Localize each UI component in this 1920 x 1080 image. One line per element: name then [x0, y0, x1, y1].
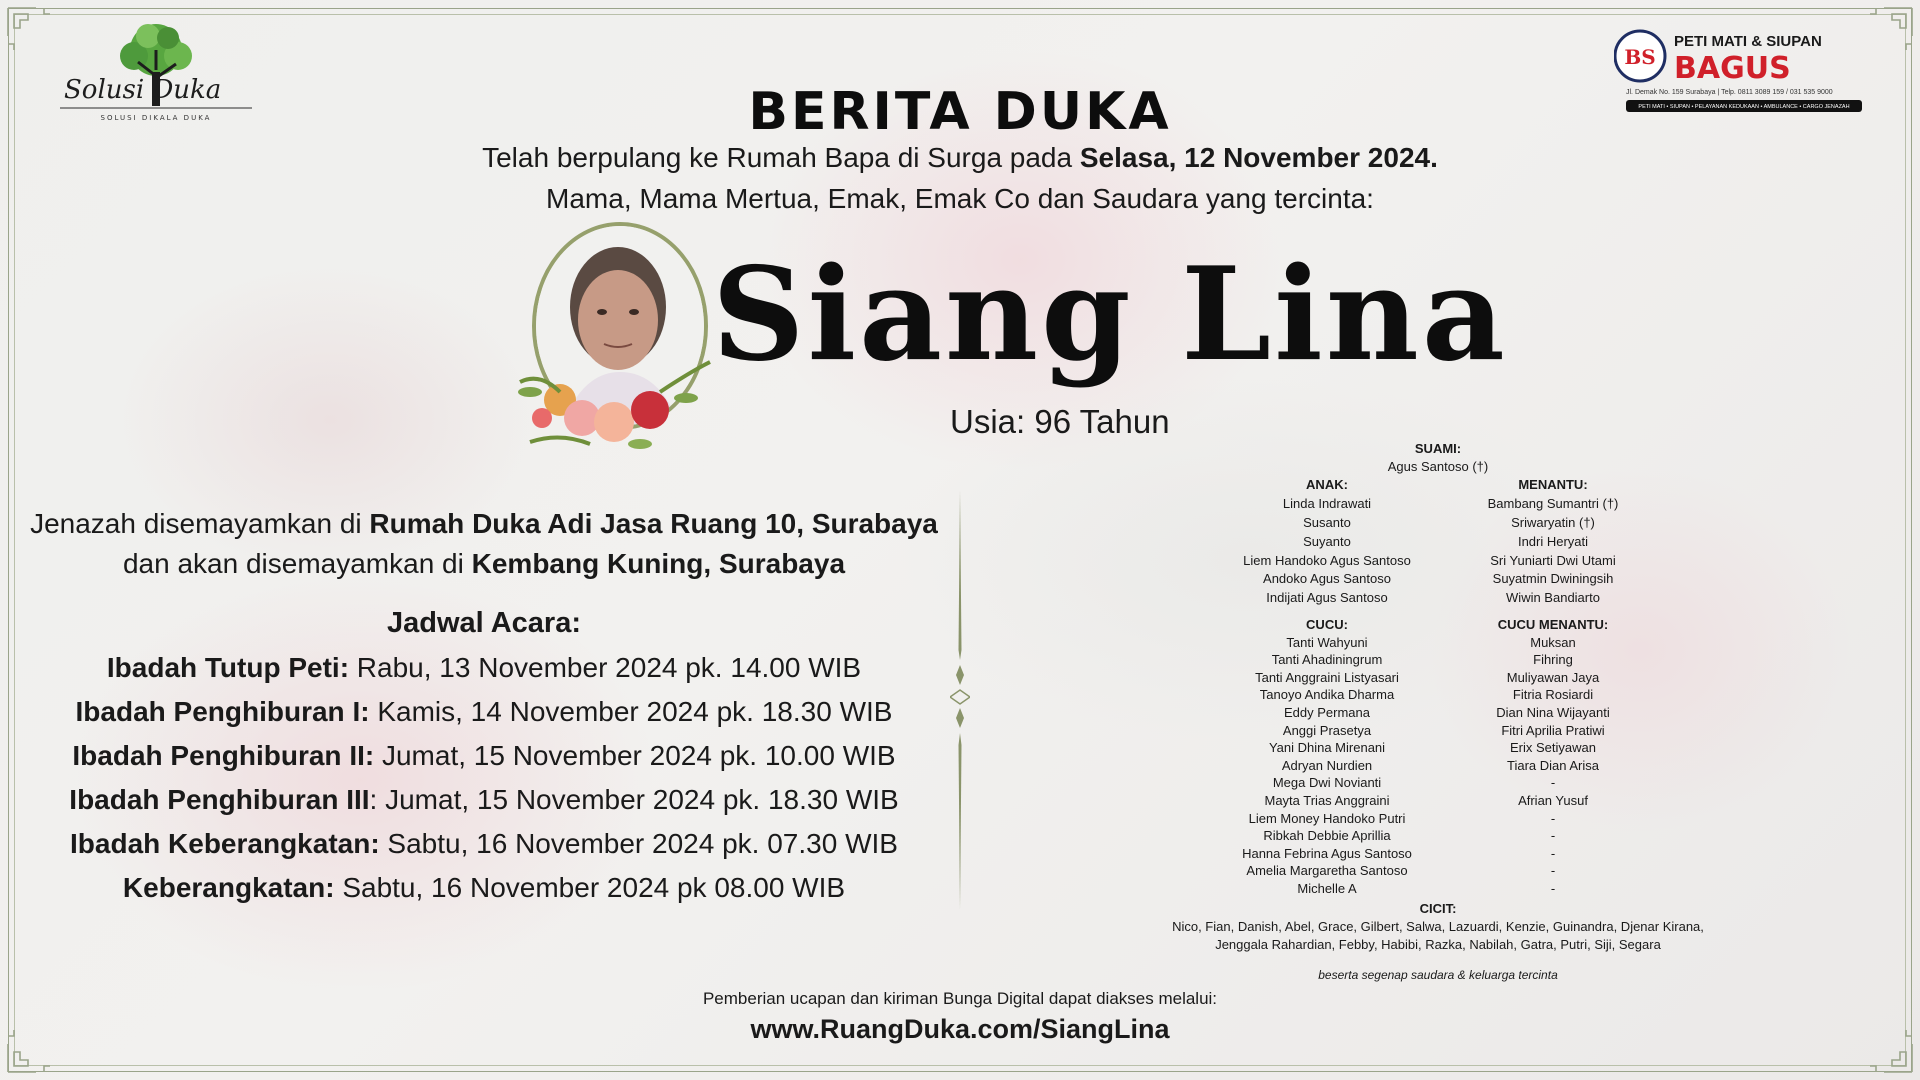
list-item: Suyanto — [1303, 533, 1351, 549]
list-item: Tanti Wahyuni — [1286, 634, 1368, 650]
list-item: Tanti Anggraini Listyasari — [1255, 669, 1399, 685]
svg-text:BAGUS: BAGUS — [1674, 51, 1791, 86]
list-item: Muksan — [1530, 634, 1576, 650]
list-item: Ribkah Debbie Aprillia — [1263, 828, 1391, 844]
burial-line: dan akan disemayamkan di Kembang Kuning, Surabaya — [122, 548, 846, 579]
list-item: Tanti Ahadiningrum — [1271, 652, 1383, 668]
page-title: BERITA DUKA — [748, 82, 1172, 142]
list-item: - — [1550, 845, 1556, 861]
cucu-menantu-list: CUCU MENANTU: Muksan Fihring Muliyawan Jaya Fitria Rosiardi Dian Nina Wijayanti Fitri Aprilia Pratiwi Erix Setiyawan Tiara Dian Arisa - Afrian Yusuf - - - - - — [1438, 616, 1668, 898]
list-item: Mega Dwi Novianti — [1272, 775, 1382, 791]
list-item: Dian Nina Wijayanti — [1496, 704, 1610, 720]
schedule-item: Ibadah Penghiburan II: Jumat, 15 November 2024 pk. 10.00 WIB — [72, 740, 896, 771]
list-item: Susanto — [1303, 514, 1351, 530]
relationship-line: Mama, Mama Mertua, Emak, Emak Co dan Saudara yang tercinta: — [546, 183, 1374, 214]
svg-text:Solusi Duka: Solusi Duka — [64, 75, 222, 105]
list-item: - — [1550, 810, 1556, 826]
suami-label: SUAMI: — [1414, 441, 1462, 456]
deceased-name: Siang Lina — [712, 240, 1508, 390]
deceased-age: Usia: 96 Tahun — [950, 403, 1170, 440]
footer-note: Pemberian ucapan dan kiriman Bunga Digital dapat diakses melalui: — [702, 989, 1218, 1008]
cucu-list: CUCU: Tanti Wahyuni Tanti Ahadiningrum Tanti Anggraini Listyasari Tanoyo Andika Dharma Eddy Permana Anggi Prasetya Yani Dhina Mirenani Adryan Nurdien Mega Dwi Novianti Mayta Trias Anggraini Liem Money Handoko Putri Ribkah Debbie Aprillia Hanna Febrina Agus Santoso Amelia Margaretha Santoso Michelle A — [1212, 616, 1442, 898]
anak-list: ANAK: Linda Indrawati Susanto Suyanto Liem Handoko Agus Santoso Andoko Agus Santoso Indijati Agus Santoso — [1212, 476, 1442, 608]
closing-note: beserta segenap saudara & keluarga tercinta — [1318, 968, 1558, 982]
list-item: Michelle A — [1297, 880, 1357, 896]
schedule-title: Jadwal Acara: — [387, 607, 581, 639]
suami-name: Agus Santoso (†) — [1387, 459, 1489, 474]
list-item: - — [1550, 880, 1556, 896]
memorial-url-link[interactable]: www.RuangDuka.com/SiangLina — [750, 1014, 1170, 1044]
corner-ornament-top-right — [1868, 6, 1914, 52]
list-item: Wiwin Bandiarto — [1506, 590, 1600, 606]
list-item: Liem Money Handoko Putri — [1248, 810, 1406, 826]
deceased-photo — [490, 222, 740, 484]
list-item: Sri Yuniarti Dwi Utami — [1490, 552, 1616, 568]
schedule-item: Ibadah Keberangkatan: Sabtu, 16 November 2024 pk. 07.30 WIB — [70, 828, 898, 859]
funeral-home-line: Jenazah disemayamkan di Rumah Duka Adi Jasa Ruang 10, Surabaya — [30, 508, 938, 539]
list-item: Adryan Nurdien — [1281, 757, 1373, 773]
list-item: Fitria Rosiardi — [1512, 687, 1594, 703]
cicit-names-1: Nico, Fian, Danish, Abel, Grace, Gilbert, Salwa, Lazuardi, Kenzie, Guinandra, Djenar Kirana, — [1172, 919, 1704, 934]
list-item: Muliyawan Jaya — [1506, 669, 1600, 685]
corner-ornament-top-left — [6, 6, 52, 52]
list-item: Hanna Febrina Agus Santoso — [1242, 845, 1412, 861]
svg-text:Jl. Demak No. 159 Surabaya |: Jl. Demak No. 159 Surabaya | Telp. 0811 3089 159 / 031 535 9000 — [1626, 89, 1833, 96]
schedule-item: Ibadah Tutup Peti: Rabu, 13 November 2024 pk. 14.00 WIB — [106, 652, 862, 683]
list-item: Bambang Sumantri (†) — [1487, 495, 1619, 511]
list-item: Erix Setiyawan — [1510, 740, 1596, 756]
list-item: Fitri Aprilia Pratiwi — [1501, 722, 1605, 738]
list-item: Yani Dhina Mirenani — [1268, 740, 1386, 756]
cicit-names-2: Jenggala Rahardian, Febby, Habibi, Razka, Nabilah, Gatra, Putri, Siji, Segara — [1215, 937, 1661, 952]
list-item: - — [1550, 828, 1556, 844]
list-item: Linda Indrawati — [1282, 495, 1372, 511]
list-item: Anggi Prasetya — [1282, 722, 1372, 738]
list-item: Eddy Permana — [1284, 704, 1370, 720]
list-item: Indijati Agus Santoso — [1266, 590, 1388, 606]
list-item: Indri Heryati — [1517, 533, 1589, 549]
svg-text:SOLUSI DIKALA DUKA: SOLUSI DIKALA DUKA — [100, 114, 212, 122]
list-item: Tiara Dian Arisa — [1507, 757, 1599, 773]
list-item: Mayta Trias Anggraini — [1264, 792, 1390, 808]
list-item: - — [1550, 775, 1556, 791]
list-item: Andoko Agus Santoso — [1263, 571, 1391, 587]
list-item: Liem Handoko Agus Santoso — [1243, 552, 1411, 568]
passing-date: Selasa, 12 November 2024. — [1079, 142, 1438, 173]
list-item: Sriwaryatin (†) — [1511, 514, 1595, 530]
list-item: Fihring — [1533, 652, 1573, 668]
list-item: Suyatmin Dwiningsih — [1492, 571, 1614, 587]
list-item: Amelia Margaretha Santoso — [1246, 863, 1408, 879]
list-item: Tanoyo Andika Dharma — [1259, 687, 1395, 703]
schedule-list — [0, 650, 968, 914]
schedule-item: Keberangkatan: Sabtu, 16 November 2024 pk 08.00 WIB — [122, 872, 846, 903]
passing-announcement: Telah berpulang ke Rumah Bapa di Surga pada Selasa, 12 November 2024. — [482, 142, 1438, 173]
cicit-label: CICIT: — [1419, 901, 1457, 916]
schedule-item: Ibadah Penghiburan III: Jumat, 15 November 2024 pk. 18.30 WIB — [69, 784, 899, 815]
list-item: - — [1550, 863, 1556, 879]
schedule-item: Ibadah Penghiburan I: Kamis, 14 November 2024 pk. 18.30 WIB — [75, 696, 893, 727]
list-item: Afrian Yusuf — [1518, 792, 1588, 808]
ornamental-divider — [950, 490, 970, 910]
svg-text:PETI MATI • SIUPAN • PELAYANAN: PETI MATI • SIUPAN • PELAYANAN KEDUKAAN • AMBULANCE • CARGO JENAZAH — [1638, 104, 1850, 110]
svg-text:PETI MATI & SIUPAN: PETI MATI & SIUPAN — [1674, 33, 1822, 50]
svg-text:BS: BS — [1624, 45, 1656, 69]
menantu-list: MENANTU: Bambang Sumantri (†) Sriwaryatin (†) Indri Heryati Sri Yuniarti Dwi Utami Suyatmin Dwiningsih Wiwin Bandiarto — [1438, 476, 1668, 608]
